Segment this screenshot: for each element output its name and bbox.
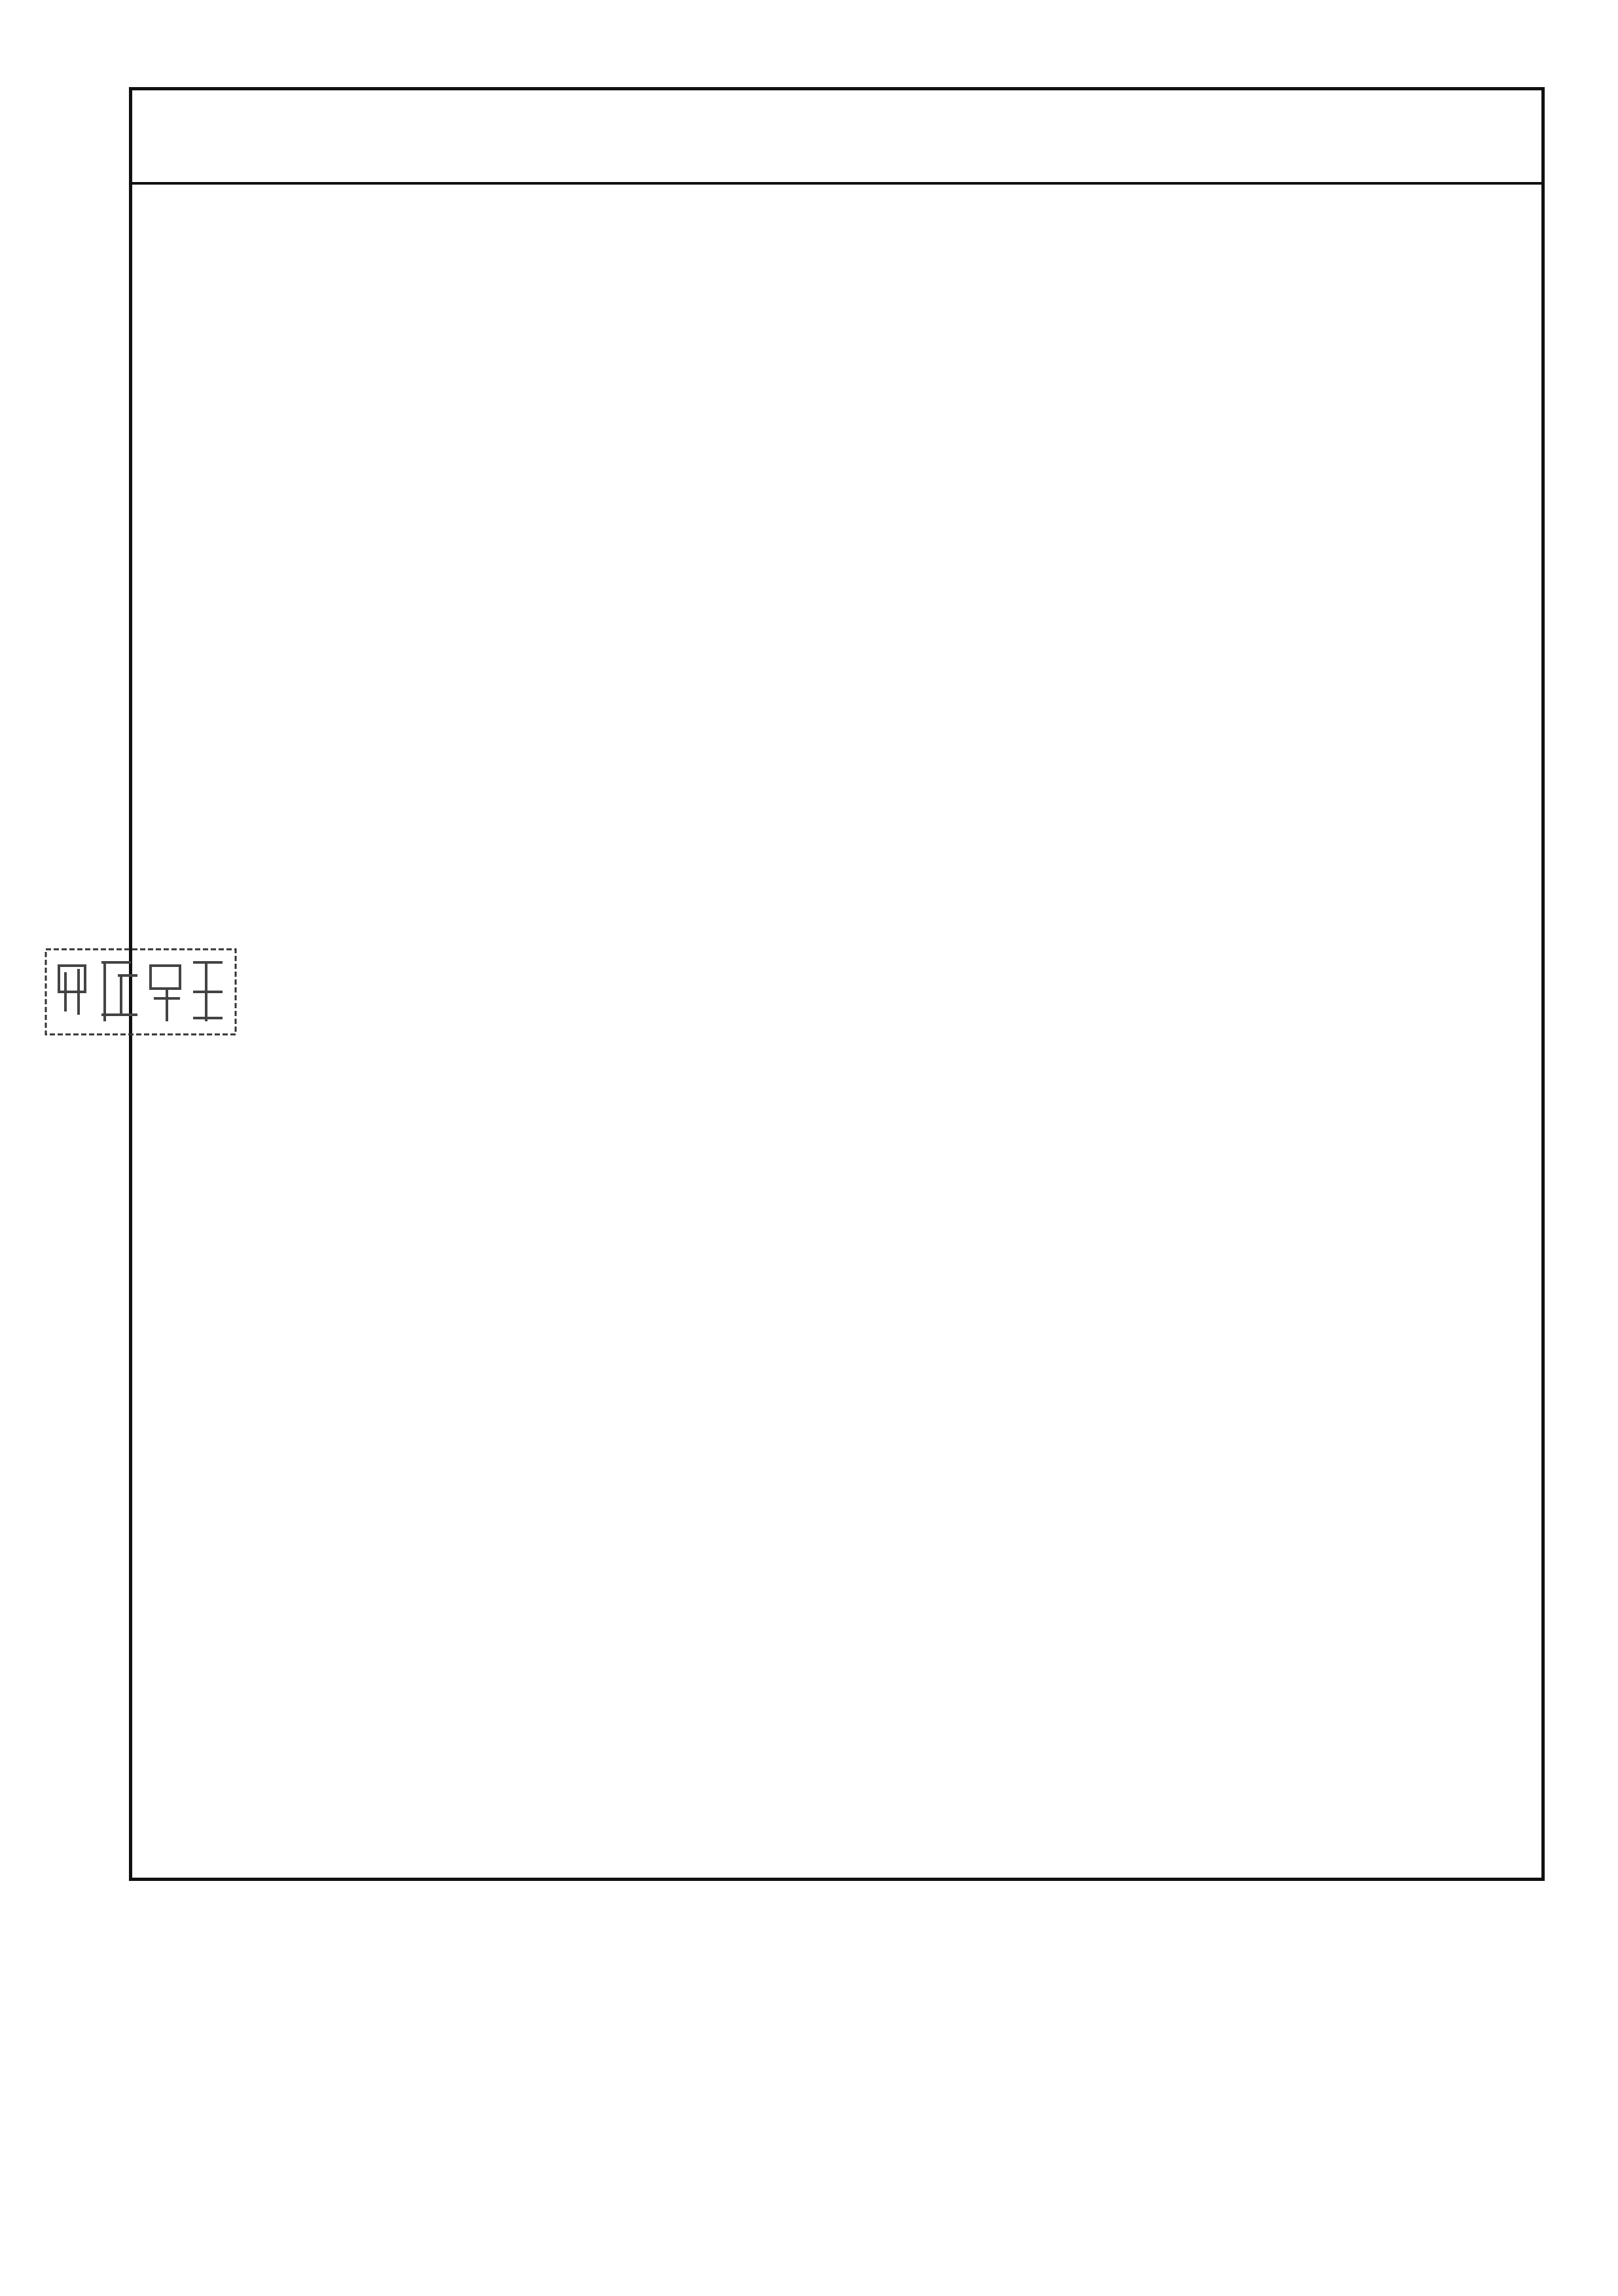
stamp-icon xyxy=(39,930,249,1054)
title-row xyxy=(132,90,1541,185)
official-stamp xyxy=(39,930,249,1054)
document-frame xyxy=(129,87,1545,1881)
